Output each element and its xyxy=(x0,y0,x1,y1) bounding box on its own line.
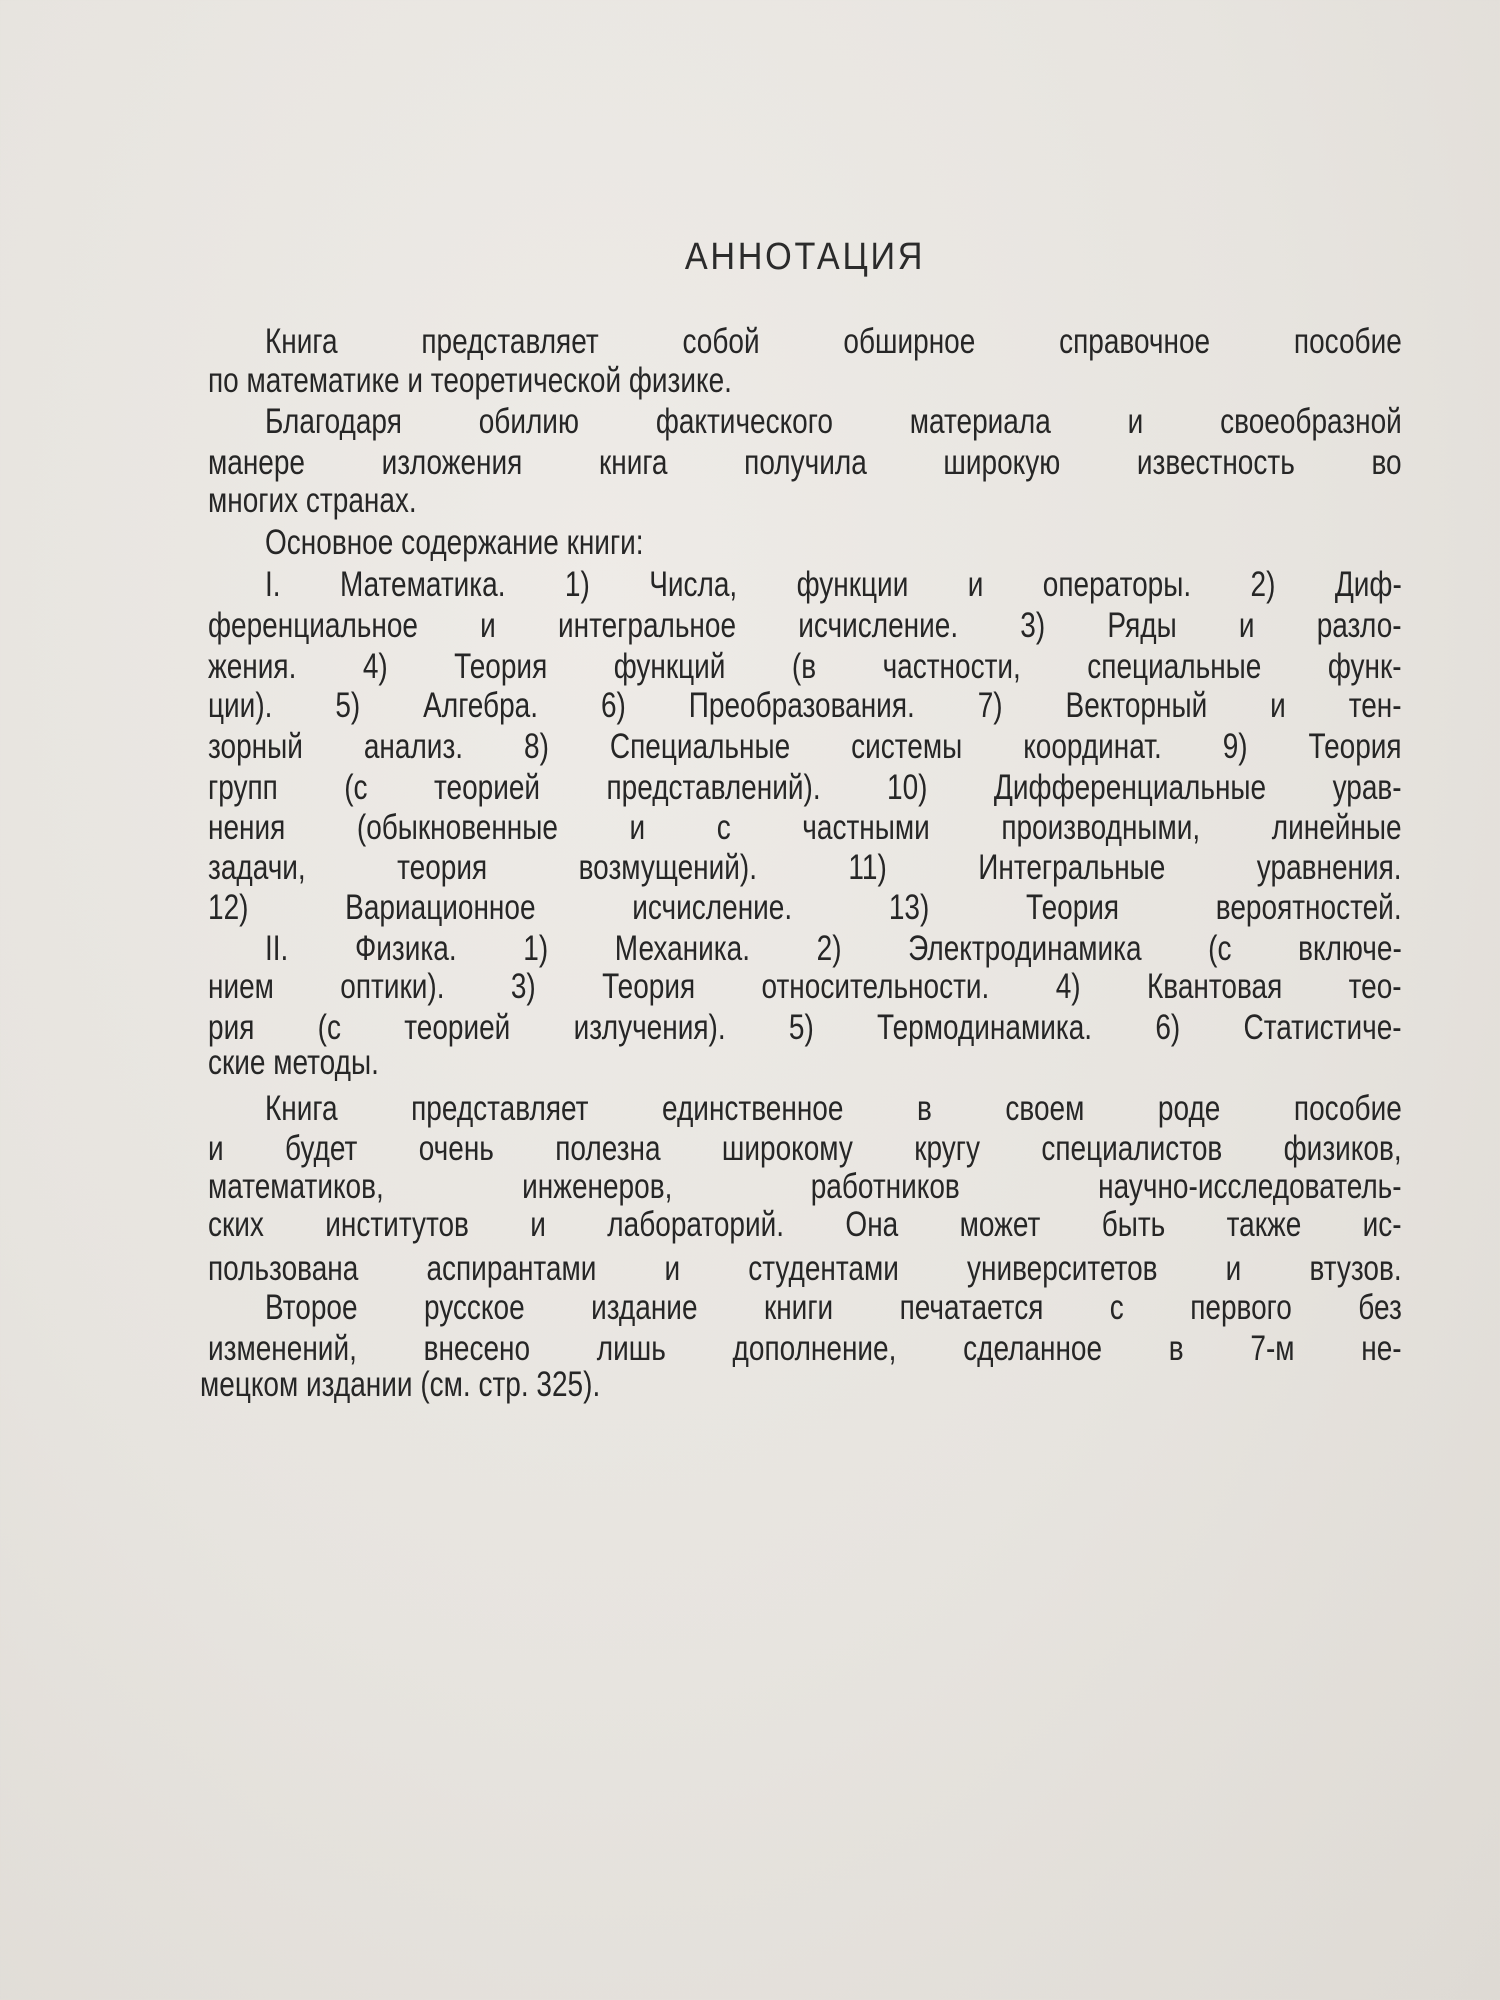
text-line: мецком издании (см. стр. 325). xyxy=(200,1365,601,1404)
text-line: пользована аспирантами и студентами университетов и втузов. xyxy=(208,1249,1402,1288)
text-line: по математике и теоретической физике. xyxy=(208,361,732,400)
text-line: нием оптики). 3) Теория относительности. 4) Квантовая тео- xyxy=(208,967,1402,1006)
text-line: рия (с теорией излучения). 5) Термодинамика. 6) Статистиче- xyxy=(208,1008,1402,1047)
text-line: Второе русское издание книги печатается с первого без xyxy=(265,1288,1402,1327)
text-line: изменений, внесено лишь дополнение, сделанное в 7-м не- xyxy=(208,1329,1402,1368)
text-line: II. Физика. 1) Механика. 2) Электродинамика (с включе- xyxy=(265,929,1402,968)
text-line: ских институтов и лабораторий. Она может быть также ис- xyxy=(208,1205,1402,1244)
text-line: групп (с теорией представлений). 10) Дифференциальные урав- xyxy=(208,768,1402,807)
text-line: ференциальное и интегральное исчисление. 3) Ряды и разло- xyxy=(208,606,1402,645)
text-line: жения. 4) Теория функций (в частности, специальные функ- xyxy=(208,647,1402,686)
text-line: и будет очень полезна широкому кругу специалистов физиков, xyxy=(208,1129,1402,1168)
text-line: 12) Вариационное исчисление. 13) Теория вероятностей. xyxy=(208,888,1402,927)
text-line: многих странах. xyxy=(208,481,417,520)
page-title: АННОТАЦИЯ xyxy=(684,236,926,278)
text-line: Книга представляет собой обширное справочное пособие xyxy=(265,322,1402,361)
text-line: Основное содержание книги: xyxy=(265,523,644,562)
text-line: математиков, инженеров, работников научно-исследователь- xyxy=(208,1167,1402,1206)
text-line: I. Математика. 1) Числа, функции и операторы. 2) Диф- xyxy=(265,565,1402,604)
text-line: задачи, теория возмущений). 11) Интегральные уравнения. xyxy=(208,848,1402,887)
text-line: нения (обыкновенные и с частными производными, линейные xyxy=(208,808,1402,847)
text-line: ции). 5) Алгебра. 6) Преобразования. 7) Векторный и тен- xyxy=(208,686,1402,725)
text-line: Благодаря обилию фактического материала и своеобразной xyxy=(265,402,1402,441)
text-line: манере изложения книга получила широкую известность во xyxy=(208,443,1402,482)
text-line: Книга представляет единственное в своем роде пособие xyxy=(265,1089,1402,1128)
text-line: ские методы. xyxy=(208,1043,379,1082)
text-line: зорный анализ. 8) Специальные системы координат. 9) Теория xyxy=(208,727,1402,766)
